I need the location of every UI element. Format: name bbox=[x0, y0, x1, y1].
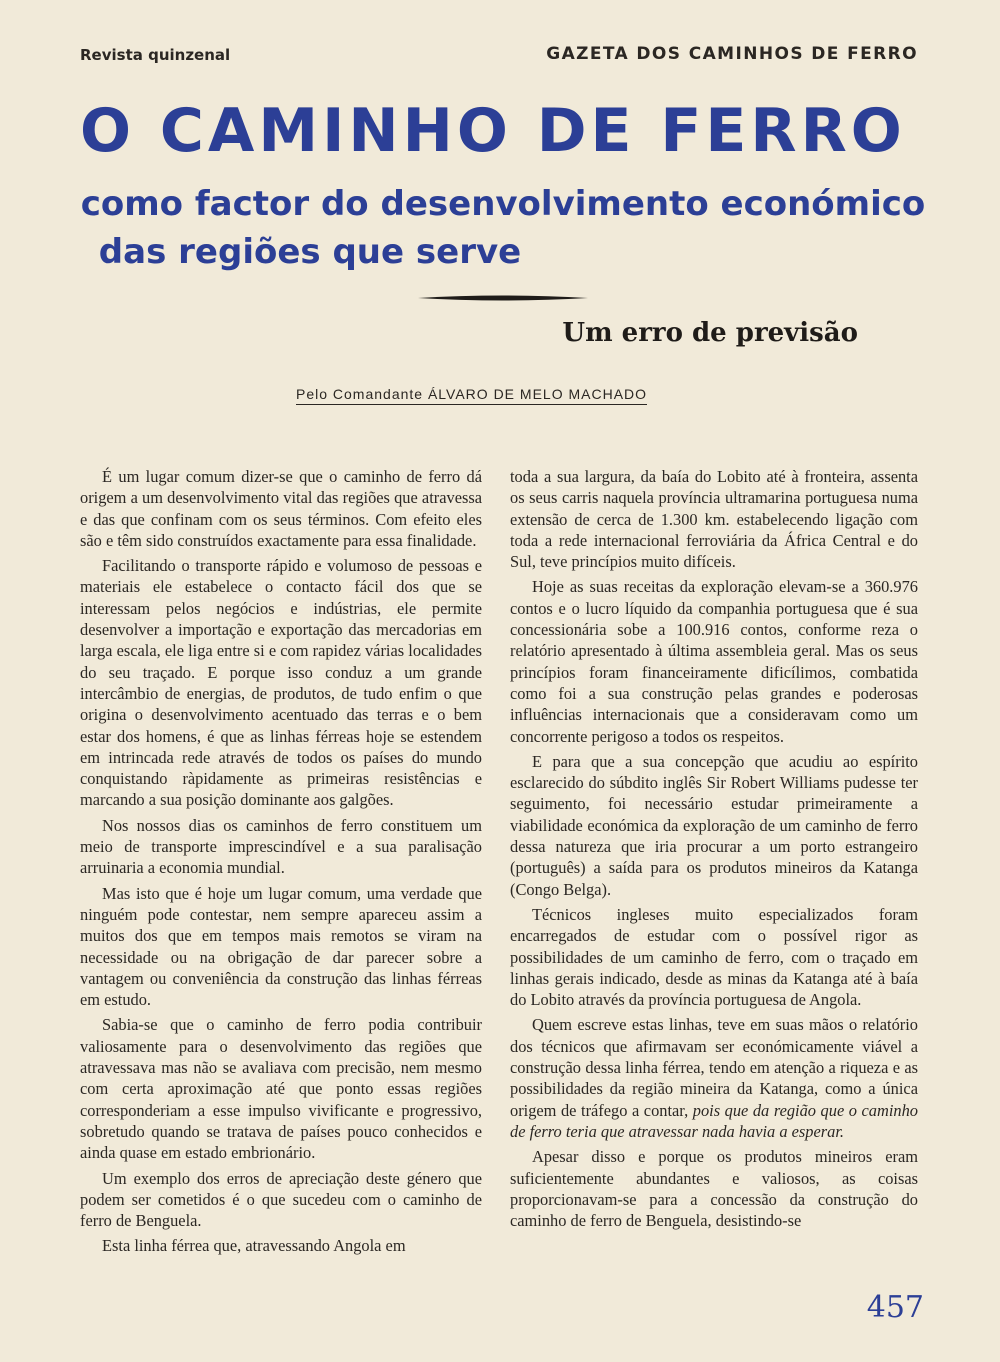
paragraph: Nos nossos dias os caminhos de ferro constituem um meio de transporte imprescindível e a sua paralisação arruinaria a economia mundial. bbox=[80, 815, 482, 878]
paragraph: Técnicos ingleses muito especializados foram encarregados de estudar com o possível rigor as possibilidades de um caminho de ferro, com o traçado em linhas gerais indicado, desde as minas da Katanga até à baía do Lobito através da província portuguesa de Angola. bbox=[510, 904, 918, 1010]
article-subtitle-line2: das regiões que serve bbox=[98, 232, 522, 272]
paragraph-continuation: toda a sua largura, da baía do Lobito até à fronteira, assenta os seus carris naquela província ultramarina portuguesa numa extensão de cerca de 1.300 km. estabelecendo ligação com toda a rede internacional ferroviária da África Central e do Sul, teve princípios muito difíceis. bbox=[510, 467, 918, 572]
paragraph: Hoje as suas receitas da exploração elevam-se a 360.976 contos e o lucro líquido da companhia portuguesa que é sua concessionária sobe a 100.916 contos, conforme reza o relatório apresentado à última assembleia geral. Mas os seus princípios foram financeiramente dificílimos, combatida como foi a sua construção pelas grandes e poderosas influências internacionais que a consideravam como um concorrente perigoso a todos os respeitos. bbox=[510, 577, 918, 746]
paragraph: Um exemplo dos erros de apreciação deste género que podem ser cometidos é o que sucedeu com o caminho de ferro de Benguela. bbox=[80, 1168, 482, 1231]
paragraph bbox=[510, 1014, 918, 1142]
paragraph-text: Quem escreve estas linhas, teve em suas mãos o relatório dos técnicos que afirmavam ser económicamente viável a construção dessa linha férrea, tendo em atenção a riqueza e as possibilidades da região mineira da Katanga, como a única origem de tráfego a contar, bbox=[510, 1015, 918, 1120]
paragraph: E para que a sua concepção que acudiu ao espírito esclarecido do súbdito inglês Sir Robert Williams pudesse ter seguimento, foi necessário estudar primeiramente a viabilidade económica da exploração de um caminho de ferro dessa natureza que iria procurar a um porto estrangeiro (português) a saída para os produtos mineiros da Katanga (Congo Belga). bbox=[510, 751, 918, 899]
paragraph: Facilitando o transporte rápido e volumoso de pessoas e materiais ele estabelece o contacto fácil dos que se interessam pelos negócios e indústrias, ele permite desenvolver a importação e exportação das mercadorias em larga escala, ele liga entre si e com rapidez várias localidades do seu traçado. E porque isso conduz a um grande intercâmbio de energias, de produtos, de tudo enfim o que origina o desenvolvimento acentuado das terras e o bem estar dos homens, é que as linhas férreas hoje se estendem em intrincada rede através de todos os países do mundo conquistando ràpidamente as primeiras resistências e marcando a sua posição dominante aos galgões. bbox=[80, 556, 482, 810]
paragraph: Esta linha férrea que, atravessando Angola em bbox=[102, 1236, 406, 1256]
left-column bbox=[80, 466, 482, 1261]
italic-quote: pois que da região que o caminho de ferro teria que atravessar nada havia a esperar. bbox=[510, 1100, 918, 1141]
section-heading: Um erro de previsão bbox=[562, 318, 858, 348]
page-number: 457 bbox=[866, 1290, 924, 1325]
author-byline: Pelo Comandante ÁLVARO DE MELO MACHADO bbox=[296, 386, 647, 405]
paragraph: É um lugar comum dizer-se que o caminho de ferro dá origem a um desenvolvimento vital das regiões que atravessa e das que confinam com os seus términos. Com efeito eles são e têm sido construídos exactamente para essa finalidade. bbox=[80, 467, 482, 550]
header-magazine-name: GAZETA DOS CAMINHOS DE FERRO bbox=[546, 44, 918, 64]
paragraph: Mas isto que é hoje um lugar comum, uma verdade que ninguém pode contestar, nem sempre apareceu assim a muitos dos que em tempos mais remotos se viram na necessidade ou na obrigação de dar parecer sobre a vantagem ou conveniência da construção das linhas férreas em estudo. bbox=[80, 883, 482, 1010]
paragraph: Sabia-se que o caminho de ferro podia contribuir valiosamente para o desenvolvimento das regiões que atravessava mas não se avaliava com precisão, nem mesmo com certa aproximação até que ponto essas regiões corresponderiam a esse impulso vivificante e progressivo, sobretudo quando se tratava de países pouco conhecidos e ainda quase em estado embrionário. bbox=[80, 1015, 482, 1163]
header-publication-frequency: Revista quinzenal bbox=[80, 46, 231, 64]
article-subtitle-line1: como factor do desenvolvimento económico bbox=[80, 184, 926, 224]
paragraph: Apesar disso e porque os produtos mineiros eram suficientemente abundantes e valiosos, as coisas proporcionavam-se para a concessão da construção do caminho de ferro de Benguela, desistindo-se bbox=[510, 1147, 918, 1231]
decorative-rule bbox=[418, 294, 588, 302]
article-title: O CAMINHO DE FERRO bbox=[80, 96, 906, 166]
right-column bbox=[510, 466, 918, 1235]
